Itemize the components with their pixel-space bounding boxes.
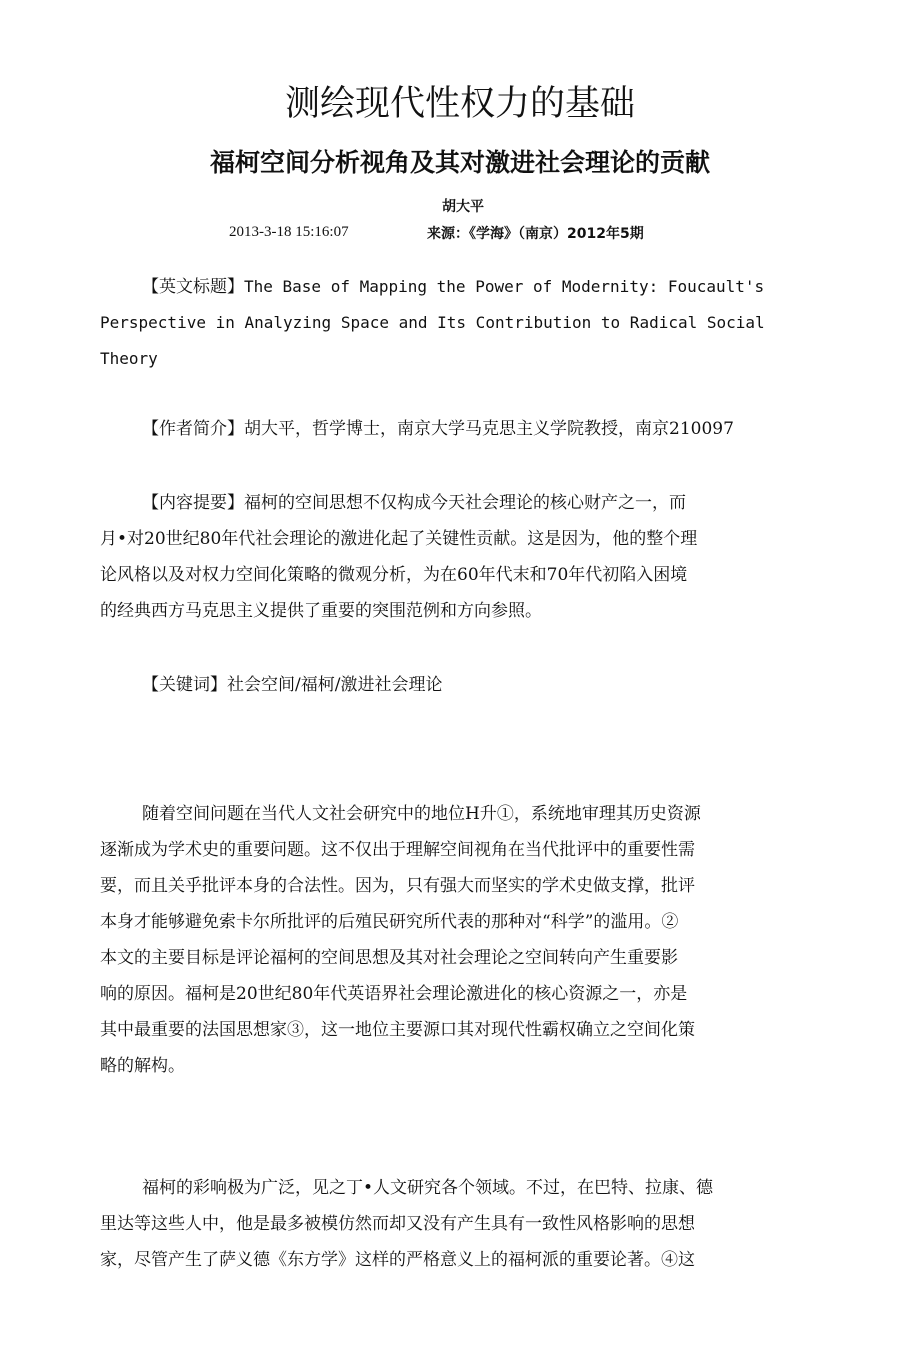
author-name: 胡大平 <box>442 199 484 215</box>
body-paragraph-2 <box>100 1170 815 1278</box>
english-title-line-1: The Base of Mapping the Power of Modernity: Foucault's <box>244 277 765 296</box>
paragraph-line: 要，而且关乎批评本身的合法性。因为，只有强大而坚实的学术史做支撑，批评 <box>100 876 695 896</box>
paragraph-line: 随着空间问题在当代人文社会研究中的地位H升①，系统地审理其历史资源 <box>142 804 701 824</box>
english-title-line-2: Perspective in Analyzing Space and Its Contribution to Radical Social <box>100 313 765 332</box>
source-info: 来源：《学海》（南京）2012年5期 <box>427 226 644 242</box>
abstract-label: 【内容提要】 <box>142 493 244 513</box>
english-title-label: 【英文标题】 <box>142 277 244 297</box>
abstract-line-4: 的经典西方马克思主义提供了重要的突围范例和方向参照。 <box>100 601 542 621</box>
paragraph-line: 家，尽管产生了萨义德《东方学》这样的严格意义上的福柯派的重要论著。④这 <box>100 1250 695 1270</box>
paragraph-line: 其中最重要的法国思想家③，这一地位主要源口其对现代性霸权确立之空间化策 <box>100 1020 695 1040</box>
paragraph-line: 逐渐成为学术史的重要问题。这不仅出于理解空间视角在当代批评中的重要性需 <box>100 840 695 860</box>
keywords-block <box>100 667 815 703</box>
author-intro-text: 胡大平，哲学博士，南京大学马克思主义学院教授，南京210097 <box>244 419 734 439</box>
abstract-line-1: 【内容提要】福柯的空间思想不仅构成今天社会理论的核心财产之一，而 <box>142 493 686 513</box>
abstract-line-3: 论风格以及对权力空间化策略的微观分析，为在60年代末和70年代初陷入困境 <box>100 565 688 585</box>
paragraph-line: 本文的主要目标是评论福柯的空间思想及其对社会理论之空间转向产生重要影 <box>100 948 678 968</box>
paragraph-line: 本身才能够避免索卡尔所批评的后殖民研究所代表的那种对“科学”的滥用。② <box>100 912 679 932</box>
paragraph-line: 里达等这些人中，他是最多被模仿然而却又没有产生具有一致性风格影响的思想 <box>100 1214 695 1234</box>
body-paragraph-1 <box>100 796 815 1084</box>
paragraph-line: 略的解构。 <box>100 1056 185 1076</box>
english-title-line-3: Theory <box>100 349 158 368</box>
keywords-label: 【关键词】 <box>142 675 227 695</box>
abstract-block <box>100 485 815 629</box>
abstract-line-2: 月•对20世纪80年代社会理论的激进化起了关键性贡献。这是因为，他的整个理 <box>100 529 698 549</box>
paragraph-line: 响的原因。福柯是20世纪80年代英语界社会理论激进化的核心资源之一，亦是 <box>100 984 688 1004</box>
page-title: 测绘现代性权力的基础 <box>284 84 635 124</box>
author-intro-label: 【作者简介】 <box>142 419 244 439</box>
english-title-block <box>100 269 815 305</box>
paragraph-line: 福柯的彩响极为广泛，见之丁•人文研究各个领域。不过，在巴特、拉康、德 <box>142 1178 714 1198</box>
keywords-text: 社会空间/福柯/激进社会理论 <box>227 675 443 695</box>
english-title-line-2-wrap <box>100 305 815 377</box>
author-intro-block <box>100 411 815 447</box>
publish-datetime: 2013-3-18 15:16:07 <box>229 224 349 240</box>
page-subtitle: 福柯空间分析视角及其对激进社会理论的贡献 <box>209 148 710 177</box>
